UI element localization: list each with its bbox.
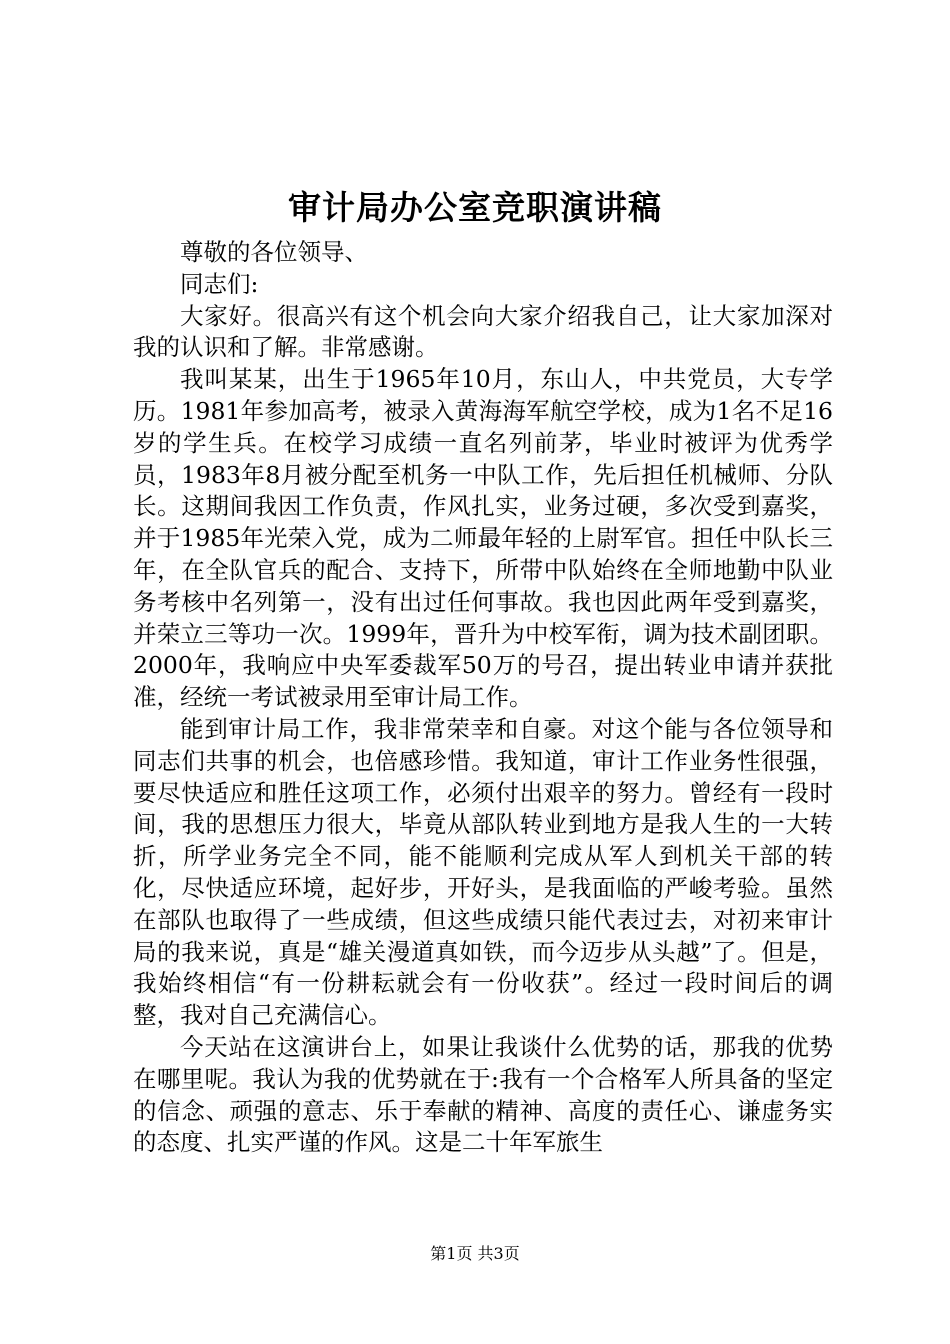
paragraph-advantages: 今天站在这演讲台上，如果让我谈什么优势的话，那我的优势在哪里呢。我认为我的优势就在于:我有一个合格军人所具备的坚定的信念、顽强的意志、乐于奉献的精神、高度的责任心、谦虚务实的态度、扎实严谨的作风。这是二十年军旅生 <box>133 1032 833 1157</box>
paragraph-biography: 我叫某某，出生于1965年10月，东山人，中共党员，大专学历。1981年参加高考，被录入黄海海军航空学校，成为1名不足16岁的学生兵。在校学习成绩一直名列前茅，毕业时被评为优秀学员，1983年8月被分配至机务一中队工作，先后担任机械师、分队长。这期间我因工作负责，作风扎实，业务过硬，多次受到嘉奖，并于1985年光荣入党，成为二师最年轻的上尉军官。担任中队长三年，在全队官兵的配合、支持下，所带中队始终在全师地勤中队业务考核中名列第一，没有出过任何事故。我也因此两年受到嘉奖，并荣立三等功一次。1999年，晋升为中校军衔，调为技术副团职。2000年，我响应中央军委裁军50万的号召，提出转业申请并获批准，经统一考试被录用至审计局工作。 <box>133 365 833 712</box>
document-title: 审计局办公室竞职演讲稿 <box>288 188 662 227</box>
paragraph-greeting: 大家好。很高兴有这个机会向大家介绍我自己，让大家加深对我的认识和了解。非常感谢。 <box>133 301 833 362</box>
paragraph-audit-work: 能到审计局工作，我非常荣幸和自豪。对这个能与各位领导和同志们共事的机会，也倍感珍惜。我知道，审计工作业务性很强，要尽快适应和胜任这项工作，必须付出艰辛的努力。曾经有一段时间，我的思想压力很大，毕竟从部队转业到地方是我人生的一大转折，所学业务完全不同，能不能顺利完成从军人到机关干部的转化，尽快适应环境，起好步，开好头，是我面临的严峻考验。虽然在部队也取得了一些成绩，但这些成绩只能代表过去，对初来审计局的我来说，真是“雄关漫道真如铁，而今迈步从头越”了。但是，我始终相信“有一份耕耘就会有一份收获”。经过一段时间后的调整，我对自己充满信心。 <box>133 714 833 1030</box>
document-body <box>133 237 833 1159</box>
page-number-footer: 第1页 共3页 <box>430 1244 520 1263</box>
salutation-line-1: 尊敬的各位领导、 <box>180 238 368 266</box>
salutation-line-2: 同志们: <box>180 269 259 298</box>
